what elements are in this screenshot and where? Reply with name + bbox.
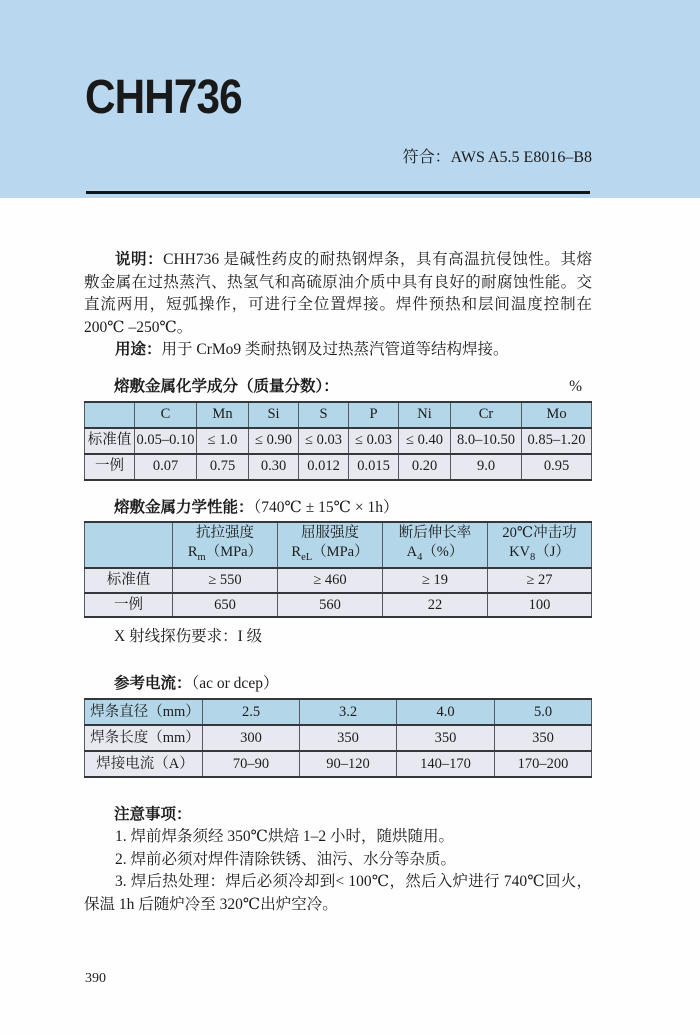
notes-section [84,804,592,917]
length-value: 350 [495,725,592,751]
length-value: 300 [203,725,300,751]
note-item: 2. 焊前必须对焊件清除铁锈、油污、水分等杂质。 [115,850,457,868]
mech-col-header: 断后伸长率 $A_4(\%)$ [383,522,488,569]
chem-value: 0.20 [399,454,451,480]
current-value: 140–170 [397,751,495,777]
mech-value: 100 [488,593,592,618]
chem-col-header: Ni [399,402,451,428]
length-value: 350 [397,725,495,751]
chem-col-header: P [349,402,399,428]
yongtu-text: 用于 CrMo9 类耐热钢及过热蒸汽管道等结构焊接。 [161,341,509,358]
chem-value: 0.015 [349,454,399,480]
diameter-value: 5.0 [495,699,592,725]
current-section-heading [84,673,592,694]
shuoming-text: CHH736 是碱性药皮的耐热钢焊条，具有高温抗侵蚀性。其熔敷金属在过热蒸汽、热氢气和高硫原油介质中具有良好的耐腐蚀性能。交直流两用，短弧操作，可进行全位置焊接。焊件预热和层间温度控制在 200℃ –250℃。 [84,251,592,336]
chem-value: 0.05–0.10 [135,428,197,454]
chem-value: 0.07 [135,454,197,480]
row-label: 焊接电流（A） [85,751,203,777]
product-title: CHH736 [85,71,242,124]
note-item: 3. 焊后热处理：焊后必须冷却到< 100℃，然后入炉进行 740℃回火，保温 1h 后随炉冷至 320℃出炉空冷。 [84,873,592,913]
mech-value: 22 [383,593,488,618]
diameter-row [85,699,592,725]
current-value: 90–120 [300,751,397,777]
diameter-value: 4.0 [397,699,495,725]
chem-value: ≤ 0.40 [399,428,451,454]
mech-value: ≥ 27 [488,568,592,593]
chem-value: 0.85–1.20 [522,428,592,454]
mech-value: ≥ 550 [173,568,278,593]
chem-col-header: Cr [451,402,522,428]
mech-header-row [85,522,592,569]
mech-col-header: 屈服强度 $R_{eL}(MPa)$ [278,522,383,569]
chem-unit-label: % [569,377,582,395]
row-label: 焊条长度（mm） [85,725,203,751]
current-section-note: （ac or dcep） [191,674,279,692]
page-header-band [0,0,700,198]
chem-value: ≤ 0.03 [349,428,399,454]
chem-value: 0.30 [249,454,299,480]
mech-value: 560 [278,593,383,618]
chem-section-title: 熔敷金属化学成分（质量分数）： [114,377,339,395]
mech-example-row [85,593,592,618]
mech-section-heading [84,497,592,518]
mech-properties-table [84,521,592,619]
row-label: 标准值 [85,568,173,593]
current-value: 170–200 [495,751,592,777]
current-section-title: 参考电流： [114,674,192,692]
current-row [85,751,592,777]
chem-header-row [85,402,592,428]
header-rule [86,191,590,194]
chem-col-header: C [135,402,197,428]
chem-standard-row [85,428,592,454]
page-number: 390 [85,971,106,986]
row-label: 一例 [85,593,173,618]
shuoming-label: 说明： [115,251,164,268]
row-label: 标准值 [85,428,135,454]
chem-value: ≤ 0.03 [299,428,349,454]
description-paragraph [84,249,592,339]
mech-corner-cell [85,522,173,569]
chem-value: ≤ 0.90 [249,428,299,454]
notes-title: 注意事项： [114,805,192,823]
reference-current-table [84,698,592,778]
chem-example-row [85,454,592,480]
row-label: 一例 [85,454,135,480]
length-value: 350 [300,725,397,751]
chem-col-header: Mn [197,402,249,428]
diameter-value: 2.5 [203,699,300,725]
chem-value: ≤ 1.0 [197,428,249,454]
mech-col-header: 抗拉强度 $R_m(MPa)$ [173,522,278,569]
note-item: 1. 焊前焊条须经 350℃烘焙 1–2 小时，随烘随用。 [115,828,454,846]
chem-value: 0.012 [299,454,349,480]
yongtu-label: 用途： [115,341,162,358]
mech-col-header: 20℃冲击功 $KV_8(J)$ [488,522,592,569]
chem-col-header: Mo [522,402,592,428]
length-row [85,725,592,751]
chem-value: 8.0–10.50 [451,428,522,454]
chem-composition-table [84,401,592,481]
mech-section-title: 熔敷金属力学性能： [114,498,254,516]
mech-standard-row [85,568,592,593]
chem-col-header: S [299,402,349,428]
chem-corner-cell [85,402,135,428]
chem-col-header: Si [249,402,299,428]
chem-value: 9.0 [451,454,522,480]
page-content [84,198,592,916]
mech-value: 650 [173,593,278,618]
xray-requirement-note: X 射线探伤要求：I 级 [114,628,263,646]
mech-value: ≥ 19 [383,568,488,593]
chem-value: 0.95 [522,454,592,480]
usage-paragraph [84,339,592,362]
compliance-note: 符合：AWS A5.5 E8016–B8 [402,149,592,166]
diameter-value: 3.2 [300,699,397,725]
row-label: 焊条直径（mm） [85,699,203,725]
mech-value: ≥ 460 [278,568,383,593]
chem-value: 0.75 [197,454,249,480]
mech-section-note: （740℃ ± 15℃ × 1h） [253,498,399,516]
chem-section-heading [84,376,592,397]
current-value: 70–90 [203,751,300,777]
